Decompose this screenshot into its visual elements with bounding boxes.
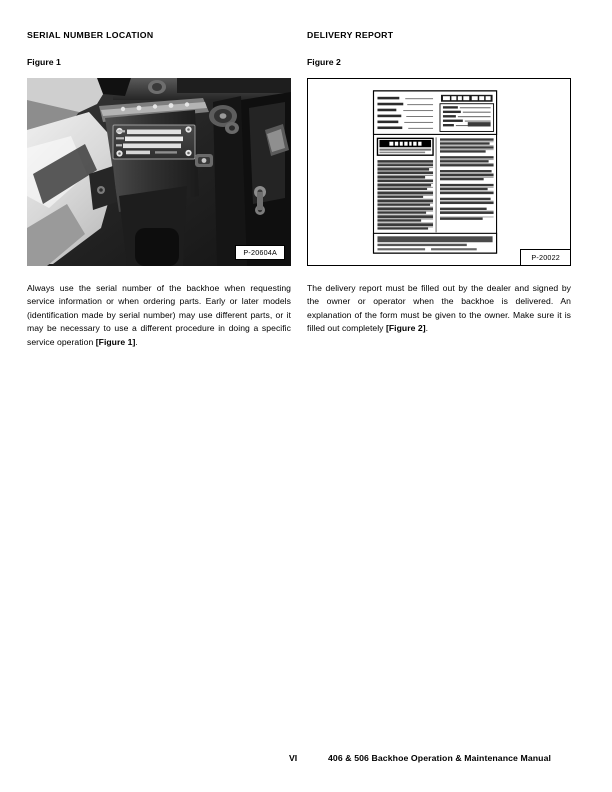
figure-2 xyxy=(307,78,571,266)
serial-plate-photo-graphic xyxy=(27,78,291,266)
figure-2-inline-reference: [Figure 2] xyxy=(385,323,426,334)
figure-2-label: Figure 2 xyxy=(307,57,341,67)
form-checklist-left xyxy=(377,160,433,229)
serial-number-body-text xyxy=(27,266,291,349)
figure-2-reference-label: P-20022 xyxy=(520,249,571,266)
page-title-delivery-report: DELIVERY REPORT xyxy=(307,30,394,40)
serial-number-plate xyxy=(113,125,195,159)
footer-page-number: VI xyxy=(289,753,298,763)
figure-1-reference-label: P-20604A xyxy=(235,245,285,260)
form-warning-box xyxy=(377,138,433,155)
delivery-report-form-graphic xyxy=(308,79,570,265)
serial-number-body-lead: Always use the serial number of the backhoe when requesting service information or when ordering parts. Early or later models (identification made by serial number) may use different parts, or it may be necessary to use a different procedure in doing a specific service operation xyxy=(27,283,291,347)
footer-manual-title: 406 & 506 Backhoe Operation & Maintenance Manual xyxy=(328,753,552,763)
serial-number-location-photo xyxy=(27,78,291,266)
delivery-report-body-lead: The delivery report must be filled out by the dealer and signed by the owner or operator when the backhoe is delivered. An explanation of the form must be given to the owner. Make sure it is filled out completely xyxy=(307,283,571,334)
delivery-report-body-tail: . xyxy=(425,323,429,334)
figure-1 xyxy=(27,78,291,266)
right-column xyxy=(307,30,571,336)
figure-1-label: Figure 1 xyxy=(27,57,61,67)
left-column xyxy=(27,30,291,349)
page-title-serial-number-location: SERIAL NUMBER LOCATION xyxy=(27,30,154,40)
figure-1-inline-reference: [Figure 1] xyxy=(95,336,136,347)
form-title-delivery-report xyxy=(441,95,493,102)
delivery-report-body-text xyxy=(307,266,571,336)
delivery-report-sheet xyxy=(374,91,497,253)
delivery-report-figure-frame xyxy=(307,78,571,266)
page-footer xyxy=(27,752,585,764)
serial-number-body-tail: . xyxy=(135,336,138,347)
